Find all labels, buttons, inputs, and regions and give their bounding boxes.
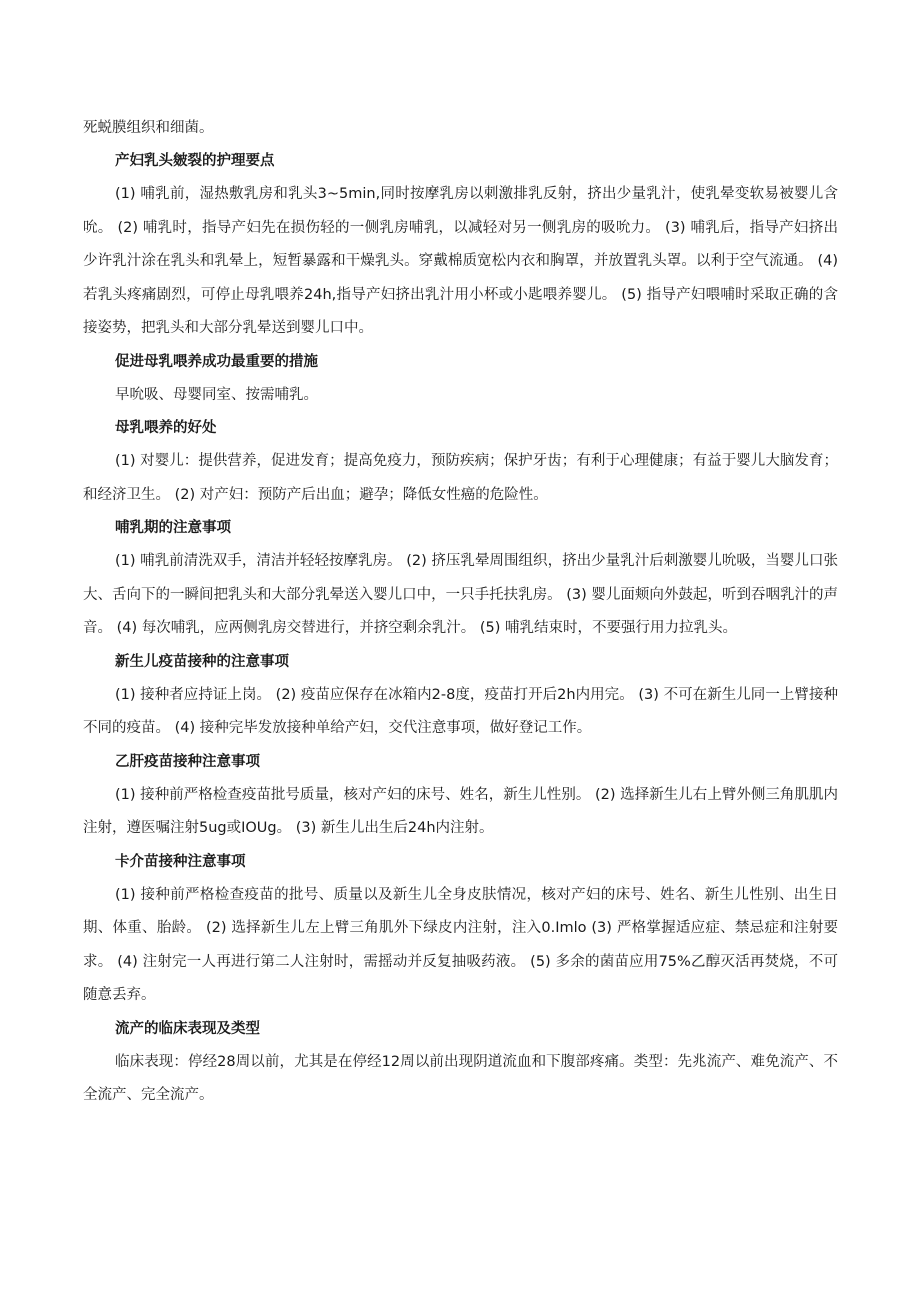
document-content (83, 112, 838, 1113)
section-heading: 卡介苗接种注意事项 (115, 853, 246, 870)
section-body: (1) 接种者应持证上岗。 (2) 疫苗应保存在冰箱内2-8度，疫苗打开后2h内用完。 (3) 不可在新生儿同一上臂接种不同的疫苗。 (4) 接种完毕发放接种单给产妇，交代注意事项，做好登记工作。 (83, 686, 838, 736)
section-body: (1) 哺乳前清洗双手，清洁并轻轻按摩乳房。 (2) 挤压乳晕周围组织，挤出少量乳汁后刺激婴儿吮吸，当婴儿口张大、舌向下的一瞬间把乳头和大部分乳晕送入婴儿口中，一只手托扶乳房。 (3) 婴儿面颊向外鼓起，听到吞咽乳汁的声音。 (4) 每次哺乳，应两侧乳房交替进行，并挤空剩余乳汁。 (5) 哺乳结束时，不要强行用力拉乳头。 (83, 553, 838, 636)
section-lactation-precautions (83, 512, 838, 646)
section-body: 临床表现：停经28周以前，尤其是在停经12周以前出现阴道流血和下腹部疼痛。类型：先兆流产、难免流产、不全流产、完全流产。 (83, 1053, 838, 1103)
section-nipple-fissure-care (83, 145, 838, 346)
section-body: (1) 哺乳前，湿热敷乳房和乳头3~5min,同时按摩乳房以刺激排乳反射，挤出少量乳汁，使乳晕变软易被婴儿含吮。 (2) 哺乳时，指导产妇先在损伤轻的一侧乳房哺乳，以减轻对另一侧乳房的吸吮力。 (3) 哺乳后，指导产妇挤出少许乳汁涂在乳头和乳晕上，短暂暴露和干燥乳头。穿戴棉质宽松内衣和胸罩，并放置乳头罩。以利于空气流通。 (4) 若乳头疼痛剧烈，可停止母乳喂养24h,指导产妇挤出乳汁用小杯或小匙喂养婴儿。 (5) 指导产妇喂哺时采取正确的含接姿势，把乳头和大部分乳晕送到婴儿口中。 (83, 186, 838, 336)
section-heading: 产妇乳头皴裂的护理要点 (115, 153, 275, 169)
section-body: (1) 接种前严格检查疫苗的批号、质量以及新生儿全身皮肤情况，核对产妇的床号、姓名、新生儿性别、出生日期、体重、胎龄。 (2) 选择新生儿左上臂三角肌外下绿皮内注射，注入0.Imlo (3) 严格掌握适应症、禁忌症和注射要求。 (4) 注射完一人再进行第二人注射时，需摇动并反复抽吸药液。 (5) 多余的菌苗应用75%乙醇灭活再焚烧，不可随意丢弃。 (83, 886, 838, 1003)
section-breastfeeding-key-measures (83, 346, 838, 413)
lead-line: 死蜕膜组织和细菌。 (83, 120, 214, 136)
section-body: 早吮吸、母婴同室、按需哺乳。 (115, 386, 318, 403)
section-heading: 哺乳期的注意事项 (115, 520, 231, 536)
section-body: (1) 接种前严格检查疫苗批号质量，核对产妇的床号、姓名，新生儿性别。 (2) 选择新生儿右上臂外侧三角肌肌内注射，遵医嘱注射5ug或IOUg。 (3) 新生儿出生后24h内注射。 (83, 786, 838, 836)
section-breastfeeding-benefits (83, 412, 838, 512)
section-heading: 流产的临床表现及类型 (115, 1020, 260, 1037)
section-heading: 母乳喂养的好处 (115, 420, 217, 436)
section-bcg-vaccine (83, 846, 838, 1013)
section-heading: 乙肝疫苗接种注意事项 (115, 753, 260, 770)
section-heading: 促进母乳喂养成功最重要的措施 (115, 353, 318, 370)
section-heading: 新生儿疫苗接种的注意事项 (115, 653, 289, 670)
section-newborn-vaccination (83, 646, 838, 746)
section-hepatitis-b-vaccine (83, 746, 838, 846)
section-miscarriage-types (83, 1013, 838, 1113)
section-body: (1) 对婴儿：提供营养，促进发育；提高免疫力，预防疾病；保护牙齿；有利于心理健康；有益于婴儿大脑发育；和经济卫生。 (2) 对产妇：预防产后出血；避孕；降低女性癌的危险性。 (83, 453, 838, 503)
